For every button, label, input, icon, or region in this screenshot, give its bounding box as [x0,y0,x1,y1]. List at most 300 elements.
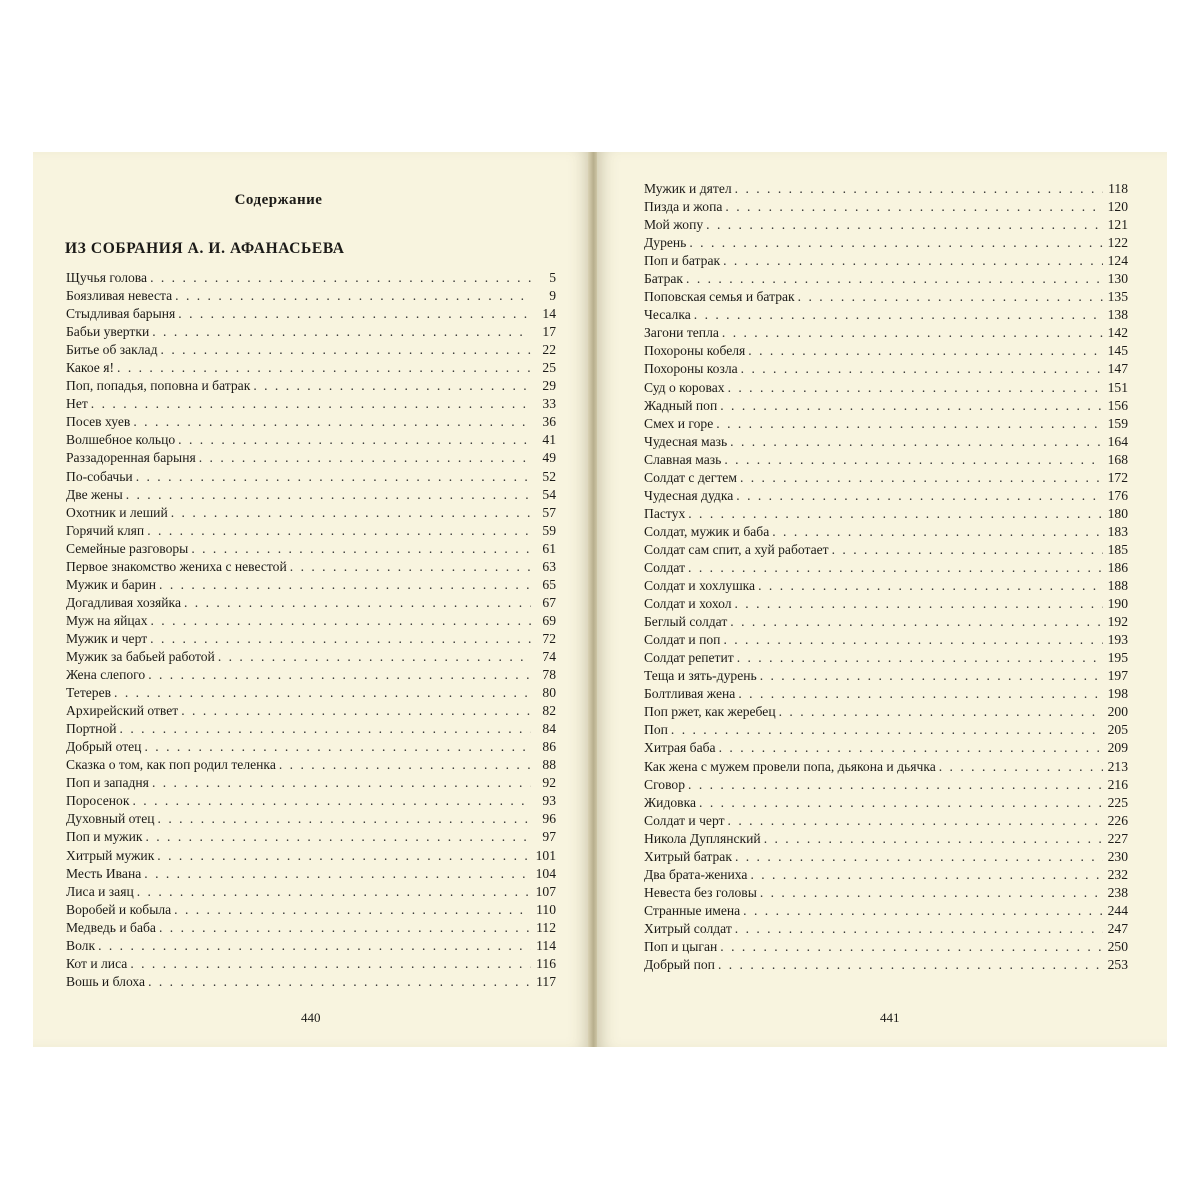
toc-entry-page: 138 [1107,307,1128,323]
toc-entry-title: Муж на яйцах [66,612,148,628]
toc-entry-page: 82 [542,703,556,719]
toc-entry-title: Мужик за бабьей работой [66,648,215,664]
toc-entry-title: Поп и цыган [644,938,718,954]
toc-entry [644,523,1128,541]
toc-entry [644,721,1128,739]
toc-entry [644,288,1128,306]
toc-entry-page: 195 [1107,650,1128,666]
toc-entry-page: 180 [1107,505,1128,521]
toc-entry-title: Воробей и кобыла [66,901,172,917]
dot-leader [152,774,531,792]
toc-entry-title: Солдат и поп [644,632,721,648]
toc-entry [644,649,1128,667]
toc-entry [644,234,1128,252]
toc-entry-title: Две жены [66,486,123,502]
toc-entry-title: Беглый солдат [644,614,728,630]
dot-leader [735,848,1103,866]
dot-leader [159,576,531,594]
toc-entry [66,323,556,341]
dot-leader [832,541,1103,559]
toc-entry [644,541,1128,559]
toc-entry-title: Битье об заклад [66,342,158,358]
dot-leader [723,252,1103,270]
dot-leader [290,558,531,576]
toc-entry-title: Солдат и черт [644,812,725,828]
dot-leader [722,324,1103,342]
toc-entry-page: 209 [1107,740,1128,756]
toc-entry-page: 97 [542,829,556,845]
section-heading: ИЗ СОБРАНИЯ А. И. АФАНАСЬЕВА [65,240,345,257]
toc-entry [644,667,1128,685]
toc-entry-title: Семейные разговоры [66,540,189,556]
toc-entry [644,794,1128,812]
toc-entry-title: Архирейский ответ [66,703,179,719]
toc-entry-page: 25 [542,360,556,376]
toc-entry-page: 107 [535,883,556,899]
dot-leader [719,739,1103,757]
toc-entry-title: Мужик и черт [66,630,148,646]
toc-entry-page: 9 [549,288,556,304]
toc-entry [644,324,1128,342]
toc-entry-page: 172 [1107,469,1128,485]
toc-entry-title: Суд о коровах [644,379,725,395]
toc-entry-page: 142 [1107,325,1128,341]
dot-leader [738,685,1103,703]
toc-entry-page: 117 [536,973,556,989]
toc-entry [644,812,1128,830]
page-title: Содержание [234,192,323,208]
toc-entry-page: 176 [1107,487,1128,503]
toc-entry [644,938,1128,956]
toc-entry-page: 112 [536,919,556,935]
toc-entry-title: Теща и зять-дурень [644,668,757,684]
toc-entry-page: 80 [542,685,556,701]
toc-entry-title: Два брата-жениха [644,866,748,882]
toc-entry-page: 226 [1107,812,1128,828]
toc-entry [66,504,556,522]
toc-entry [66,883,556,901]
toc-entry-page: 247 [1107,920,1128,936]
toc-entry [66,359,556,377]
toc-entry-page: 253 [1107,957,1128,973]
toc-entry-title: Портной [66,721,117,737]
page-number-right: 441 [880,1010,900,1025]
toc-entry [66,648,556,666]
toc-entry-page: 197 [1107,668,1128,684]
toc-entry [66,666,556,684]
toc-entry-page: 59 [542,522,556,538]
toc-entry [66,937,556,955]
toc-entry-page: 135 [1107,289,1128,305]
toc-entry-title: Похороны кобеля [644,343,746,359]
dot-leader [730,613,1103,631]
dot-leader [688,505,1103,523]
dot-leader [279,756,531,774]
dot-leader [728,379,1103,397]
dot-leader [191,540,531,558]
dot-leader [174,901,531,919]
toc-entry [644,559,1128,577]
toc-entry-title: Поп, попадья, поповна и батрак [66,378,251,394]
dot-leader [737,649,1103,667]
toc-entry-title: Солдат, мужик и баба [644,523,770,539]
toc-entry [644,469,1128,487]
toc-entry [644,884,1128,902]
dot-leader [117,359,531,377]
toc-entry-title: Поп и западня [66,775,149,791]
toc-entry-title: Волшебное кольцо [66,432,176,448]
toc-entry-page: 78 [542,667,556,683]
toc-entry [66,594,556,612]
dot-leader [148,666,531,684]
toc-entry [644,342,1128,360]
toc-entry [66,449,556,467]
dot-leader [741,360,1103,378]
toc-entry-page: 190 [1107,596,1128,612]
toc-entry-title: Хитрый мужик [66,847,155,863]
toc-entry-page: 250 [1107,938,1128,954]
dot-leader [161,341,531,359]
toc-entry-title: Тетерев [66,685,112,701]
toc-entry [644,595,1128,613]
toc-entry [66,522,556,540]
toc-entry-title: Добрый поп [644,957,715,973]
toc-entry-title: Поп и мужик [66,829,143,845]
toc-entry [644,451,1128,469]
toc-entry-title: Пизда и жопа [644,199,723,215]
toc-entry-page: 36 [542,414,556,430]
toc-entry-page: 57 [542,504,556,520]
toc-list-right [644,180,1128,974]
dot-leader [120,720,531,738]
dot-leader [735,920,1103,938]
toc-entry [66,901,556,919]
toc-entry [644,306,1128,324]
toc-entry-page: 88 [542,757,556,773]
dot-leader [735,180,1103,198]
toc-entry-page: 188 [1107,578,1128,594]
toc-entry [66,919,556,937]
toc-entry [66,377,556,395]
dot-leader [716,415,1103,433]
toc-entry-page: 159 [1107,415,1128,431]
dot-leader [728,812,1103,830]
toc-entry-title: Невеста без головы [644,884,757,900]
toc-entry [644,631,1128,649]
toc-entry [66,684,556,702]
toc-entry-title: Стыдливая барыня [66,306,176,322]
toc-entry [66,720,556,738]
dot-leader [735,595,1104,613]
toc-entry [66,865,556,883]
dot-leader [686,270,1103,288]
toc-entry-page: 65 [542,576,556,592]
toc-entry-title: Солдат и хохол [644,596,732,612]
dot-leader [136,468,531,486]
toc-entry-title: По-собачьи [66,468,133,484]
toc-entry-page: 183 [1107,523,1128,539]
dot-leader [671,721,1103,739]
toc-entry-title: Болтливая жена [644,686,736,702]
toc-entry [644,415,1128,433]
toc-entry-page: 114 [536,937,556,953]
toc-entry-page: 110 [536,901,556,917]
toc-entry [644,397,1128,415]
dot-leader [144,865,531,883]
toc-entry-title: Чесалка [644,307,691,323]
toc-entry [66,756,556,774]
toc-entry [644,180,1128,198]
toc-entry-title: Жадный поп [644,397,718,413]
toc-entry-title: Горячий кляп [66,522,145,538]
toc-entry [66,810,556,828]
toc-entry-title: Солдат сам спит, а хуй работает [644,541,829,557]
dot-leader [158,810,531,828]
dot-leader [181,702,531,720]
dot-leader [218,648,531,666]
toc-entry [66,774,556,792]
toc-entry-page: 121 [1107,217,1128,233]
toc-entry-page: 186 [1107,559,1128,575]
toc-entry [66,305,556,323]
toc-entry-page: 101 [535,847,556,863]
toc-entry-page: 49 [542,450,556,466]
toc-entry-page: 164 [1107,433,1128,449]
toc-list-left [66,269,556,991]
dot-leader [184,594,531,612]
toc-entry-title: Странные имена [644,902,741,918]
toc-entry-page: 33 [542,396,556,412]
toc-entry-page: 244 [1107,902,1128,918]
toc-entry-title: Поросенок [66,793,130,809]
page-number-left: 440 [301,1010,321,1025]
toc-entry-title: Охотник и леший [66,504,168,520]
toc-entry-title: Хитрый солдат [644,920,732,936]
dot-leader [736,487,1103,505]
dot-leader [720,938,1103,956]
toc-entry [66,612,556,630]
toc-entry-title: Солдат и хохлушка [644,578,756,594]
toc-entry-title: Поповская семья и батрак [644,289,795,305]
toc-entry-title: Щучья голова [66,270,148,285]
dot-leader [159,919,531,937]
toc-entry-title: Похороны козла [644,361,738,377]
toc-entry-title: Бабьи увертки [66,324,150,340]
toc-entry-page: 72 [542,630,556,646]
toc-entry [644,703,1128,721]
toc-entry-page: 122 [1107,235,1128,251]
toc-entry-title: Поп и батрак [644,253,721,269]
toc-entry-page: 22 [542,342,556,358]
dot-leader [706,216,1103,234]
toc-entry [644,920,1128,938]
toc-entry [644,848,1128,866]
toc-entry [66,431,556,449]
toc-entry-page: 5 [549,270,556,285]
toc-entry-title: Жена слепого [66,667,146,683]
toc-entry-page: 54 [542,486,556,502]
dot-leader [688,559,1103,577]
toc-entry-page: 116 [536,955,556,971]
toc-entry-title: Солдат [644,559,686,575]
toc-entry-title: Батрак [644,271,684,287]
dot-leader [723,631,1103,649]
dot-leader [150,630,531,648]
toc-entry-page: 29 [542,378,556,394]
dot-leader [798,288,1103,306]
toc-entry-title: Лиса и заяц [66,883,134,899]
dot-leader [743,902,1103,920]
dot-leader [151,612,532,630]
toc-entry [66,576,556,594]
toc-entry-title: Мужик и дятел [644,181,732,196]
toc-entry-page: 198 [1107,686,1128,702]
dot-leader [91,395,531,413]
toc-entry [644,505,1128,523]
toc-entry [644,270,1128,288]
toc-entry [66,413,556,431]
toc-entry-page: 104 [535,865,556,881]
toc-entry [644,252,1128,270]
dot-leader [725,198,1103,216]
toc-entry [644,379,1128,397]
dot-leader [253,377,531,395]
toc-entry [644,487,1128,505]
toc-entry-page: 69 [542,612,556,628]
toc-entry-title: Загони тепла [644,325,719,341]
dot-leader [126,486,531,504]
toc-entry [66,702,556,720]
toc-entry-page: 232 [1107,866,1128,882]
toc-entry-title: Раззадоренная барыня [66,450,196,466]
toc-entry-page: 200 [1107,704,1128,720]
dot-leader [689,234,1103,252]
dot-leader [145,828,531,846]
toc-entry [66,738,556,756]
toc-entry-page: 213 [1107,758,1128,774]
dot-leader [939,758,1103,776]
toc-entry [644,776,1128,794]
toc-entry [644,902,1128,920]
toc-entry-title: Чудесная мазь [644,433,728,449]
toc-entry-title: Жидовка [644,794,697,810]
dot-leader [171,504,531,522]
dot-leader [720,397,1103,415]
dot-leader [740,469,1103,487]
dot-leader [132,792,531,810]
toc-entry [644,198,1128,216]
dot-leader [748,342,1103,360]
toc-entry-title: Посев хуев [66,414,131,430]
toc-entry-page: 61 [542,540,556,556]
toc-entry-page: 225 [1107,794,1128,810]
toc-entry [66,973,556,991]
dot-leader [760,667,1103,685]
toc-entry [66,341,556,359]
dot-leader [730,433,1103,451]
dot-leader [694,306,1103,324]
dot-leader [98,937,531,955]
dot-leader [688,776,1103,794]
toc-entry-page: 63 [542,558,556,574]
toc-entry-page: 185 [1107,541,1128,557]
toc-entry-page: 14 [542,306,556,322]
toc-entry [66,269,556,287]
toc-entry-page: 118 [1108,181,1128,196]
toc-entry-title: Поп [644,722,668,738]
dot-leader [724,451,1103,469]
toc-entry-title: Боязливая невеста [66,288,173,304]
toc-entry [66,395,556,413]
toc-entry [66,486,556,504]
dot-leader [130,955,531,973]
toc-entry [644,433,1128,451]
toc-entry-page: 156 [1107,397,1128,413]
dot-leader [772,523,1103,541]
toc-entry [644,866,1128,884]
toc-entry-page: 147 [1107,361,1128,377]
toc-entry [66,955,556,973]
toc-entry-page: 96 [542,811,556,827]
toc-entry-title: Волк [66,937,96,953]
toc-entry-page: 17 [542,324,556,340]
toc-entry-title: Солдат репетит [644,650,734,666]
dot-leader [779,703,1103,721]
dot-leader [199,449,531,467]
toc-entry-title: Хитрая баба [644,740,716,756]
toc-entry-title: Вошь и блоха [66,973,146,989]
dot-leader [157,847,531,865]
toc-entry-page: 130 [1107,271,1128,287]
toc-entry-title: Какое я! [66,360,115,376]
toc-entry [644,685,1128,703]
toc-entry-title: Медведь и баба [66,919,156,935]
toc-entry-page: 216 [1107,776,1128,792]
toc-entry-title: Славная мазь [644,451,722,467]
toc-entry-page: 86 [542,739,556,755]
toc-entry-title: Никола Дуплянский [644,830,761,846]
toc-entry-title: Сказка о том, как поп родил теленка [66,757,276,773]
toc-entry-page: 84 [542,721,556,737]
toc-entry [66,558,556,576]
toc-entry [644,613,1128,631]
toc-entry-title: Мужик и барин [66,576,157,592]
toc-entry-title: Добрый отец [66,739,142,755]
dot-leader [699,794,1103,812]
toc-entry [66,287,556,305]
toc-entry-title: Духовный отец [66,811,155,827]
toc-entry-page: 52 [542,468,556,484]
dot-leader [178,305,531,323]
toc-entry-title: Как жена с мужем провели попа, дьякона и дьячка [644,758,936,774]
toc-entry-title: Дурень [644,235,687,251]
dot-leader [178,431,531,449]
toc-entry [66,847,556,865]
toc-entry-title: Мой жопу [644,217,704,233]
toc-entry [644,360,1128,378]
toc-entry [66,468,556,486]
toc-entry-title: Месть Ивана [66,865,142,881]
dot-leader [114,684,531,702]
toc-entry-page: 124 [1107,253,1128,269]
toc-entry [644,739,1128,757]
toc-entry-page: 151 [1107,379,1128,395]
toc-entry [644,956,1128,974]
dot-leader [152,323,531,341]
dot-leader [758,577,1103,595]
toc-entry-page: 168 [1107,451,1128,467]
toc-entry [66,828,556,846]
